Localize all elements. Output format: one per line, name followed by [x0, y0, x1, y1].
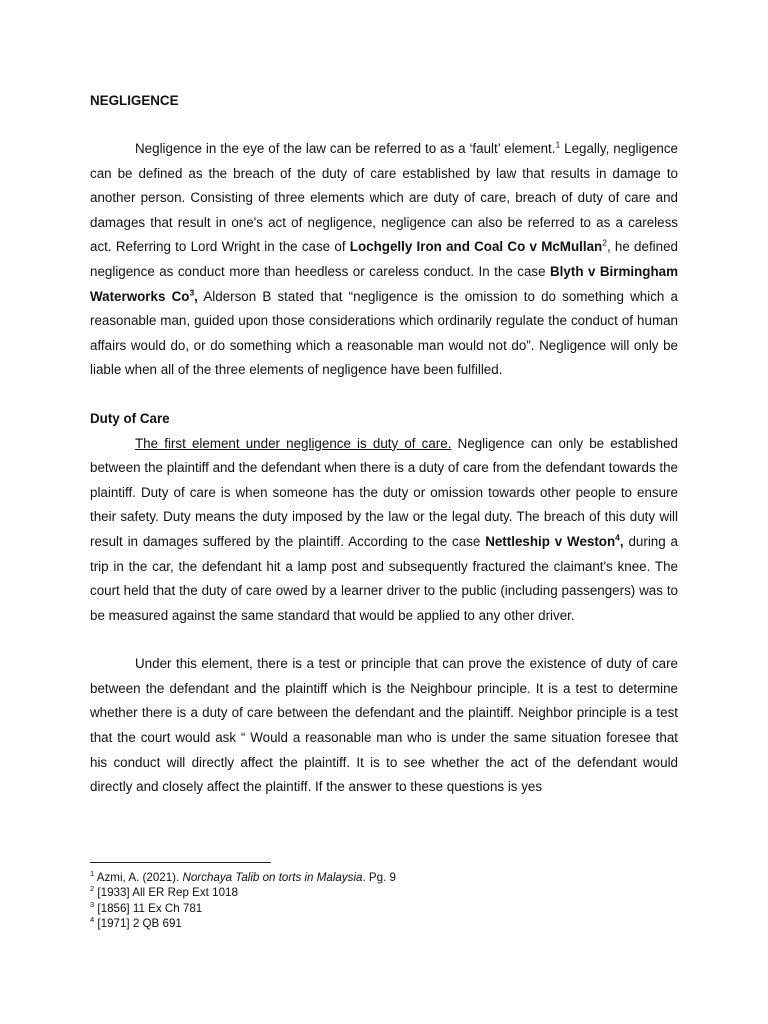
footnote-2 — [90, 885, 678, 900]
case-name-nettleship-text: Nettleship v Weston — [485, 533, 616, 549]
paragraph-duty-text-2: during a trip in the car, the defendant hit a lamp post and subsequently fractured the claimant's knee. The court held that the duty of care owed by a learner driver to the public (including passengers) was to be measured against the same standard that would be applied to any other driver. — [90, 533, 678, 623]
case-name-blyth-tail: , — [194, 288, 198, 304]
case-name-nettleship — [485, 534, 623, 549]
footnote-text: [1971] 2 QB 691 — [97, 917, 182, 931]
footnote-ref-2: 2 — [602, 237, 607, 248]
footnote-number: 1 — [90, 869, 95, 879]
paragraph-neighbour-principle: Under this element, there is a test or principle that can prove the existence of duty of care between the defendant and the plaintiff which is the Neighbour principle. It is a test to determine whether there is a duty of care between the defendant and the plaintiff. Neighbor principle is a test that the court would ask “ Would a reasonable man who is under the same situation foresee that his conduct will directly affect the plaintiff. It is to see whether the act of the defendant would directly and closely affect the plaintiff. If the answer to these questions is yes — [90, 656, 678, 795]
footnote-ref-1: 1 — [555, 139, 561, 150]
paragraph-intro — [90, 137, 678, 383]
footnote-number: 2 — [90, 884, 95, 894]
footnotes — [90, 870, 678, 932]
footnote-text: [1856] 11 Ex Ch 781 — [97, 901, 203, 915]
footnote-4 — [90, 916, 678, 931]
footnote-3 — [90, 901, 678, 916]
section-heading-duty-of-care: Duty of Care — [90, 410, 170, 426]
footnote-text: [1933] All ER Rep Ext 1018 — [97, 886, 238, 900]
paragraph-intro-text-3: , he defined negligence as conduct more than heedless or careless conduct. In the case — [90, 239, 678, 279]
paragraph-duty-text-1: Negligence can only be established between the plaintiff and the defendant when there is a duty of care from the defendant towards the plaintiff. Duty of care is when someone has the duty or omission towards other people to ensure their safety. Duty means the duty imposed by the law or the legal duty. The breach of this duty will result in damages suffered by the plaintiff. According to the case — [90, 435, 678, 549]
footnote-text-tail: . Pg. 9 — [362, 871, 396, 884]
footnote-text: Azmi, A. (2021). — [96, 871, 183, 884]
paragraph-intro-text-4: Alderson B stated that “negligence is the omission to do something which a reasonable man, guided upon those considerations which ordinarily regulate the conduct of human affairs would do, or do something which a reasonable man would not do”. Negligence will only be liable when all of the three elements of negligence have been fulfilled. — [90, 288, 678, 378]
paragraph-duty-of-care — [90, 432, 678, 629]
footnote-number: 4 — [90, 915, 95, 925]
case-name-lochgelly: Lochgelly Iron and Coal Co v McMullan — [349, 239, 603, 255]
underlined-sentence: The first element under negligence is duty of care. — [135, 435, 452, 451]
footnote-ref-4: 4 — [615, 532, 620, 543]
footnote-book-title: Norchaya Talib on torts in Malaysia — [182, 871, 363, 884]
paragraph-intro-text-2: Legally, negligence can be defined as the breach of the duty of care established by law that results in damage to another person. Consisting of three elements which are duty of care, breach of duty of care and damages that result in one's act of negligence, negligence can also be referred to as a careless act. Referring to Lord Wright in the case of — [90, 141, 678, 255]
document-body — [90, 90, 678, 800]
case-name-nettleship-tail: , — [619, 533, 624, 549]
footnote-number: 3 — [90, 899, 95, 909]
paragraph-intro-text-1: Negligence in the eye of the law can be referred to as a ‘fault’ element. — [135, 141, 556, 156]
case-name-blyth-text: Blyth v Birmingham Waterworks Co — [90, 263, 678, 304]
footnote-1 — [90, 870, 678, 885]
footnote-separator — [90, 862, 271, 863]
footnote-ref-3: 3 — [189, 287, 195, 298]
document-title: NEGLIGENCE — [90, 93, 179, 108]
